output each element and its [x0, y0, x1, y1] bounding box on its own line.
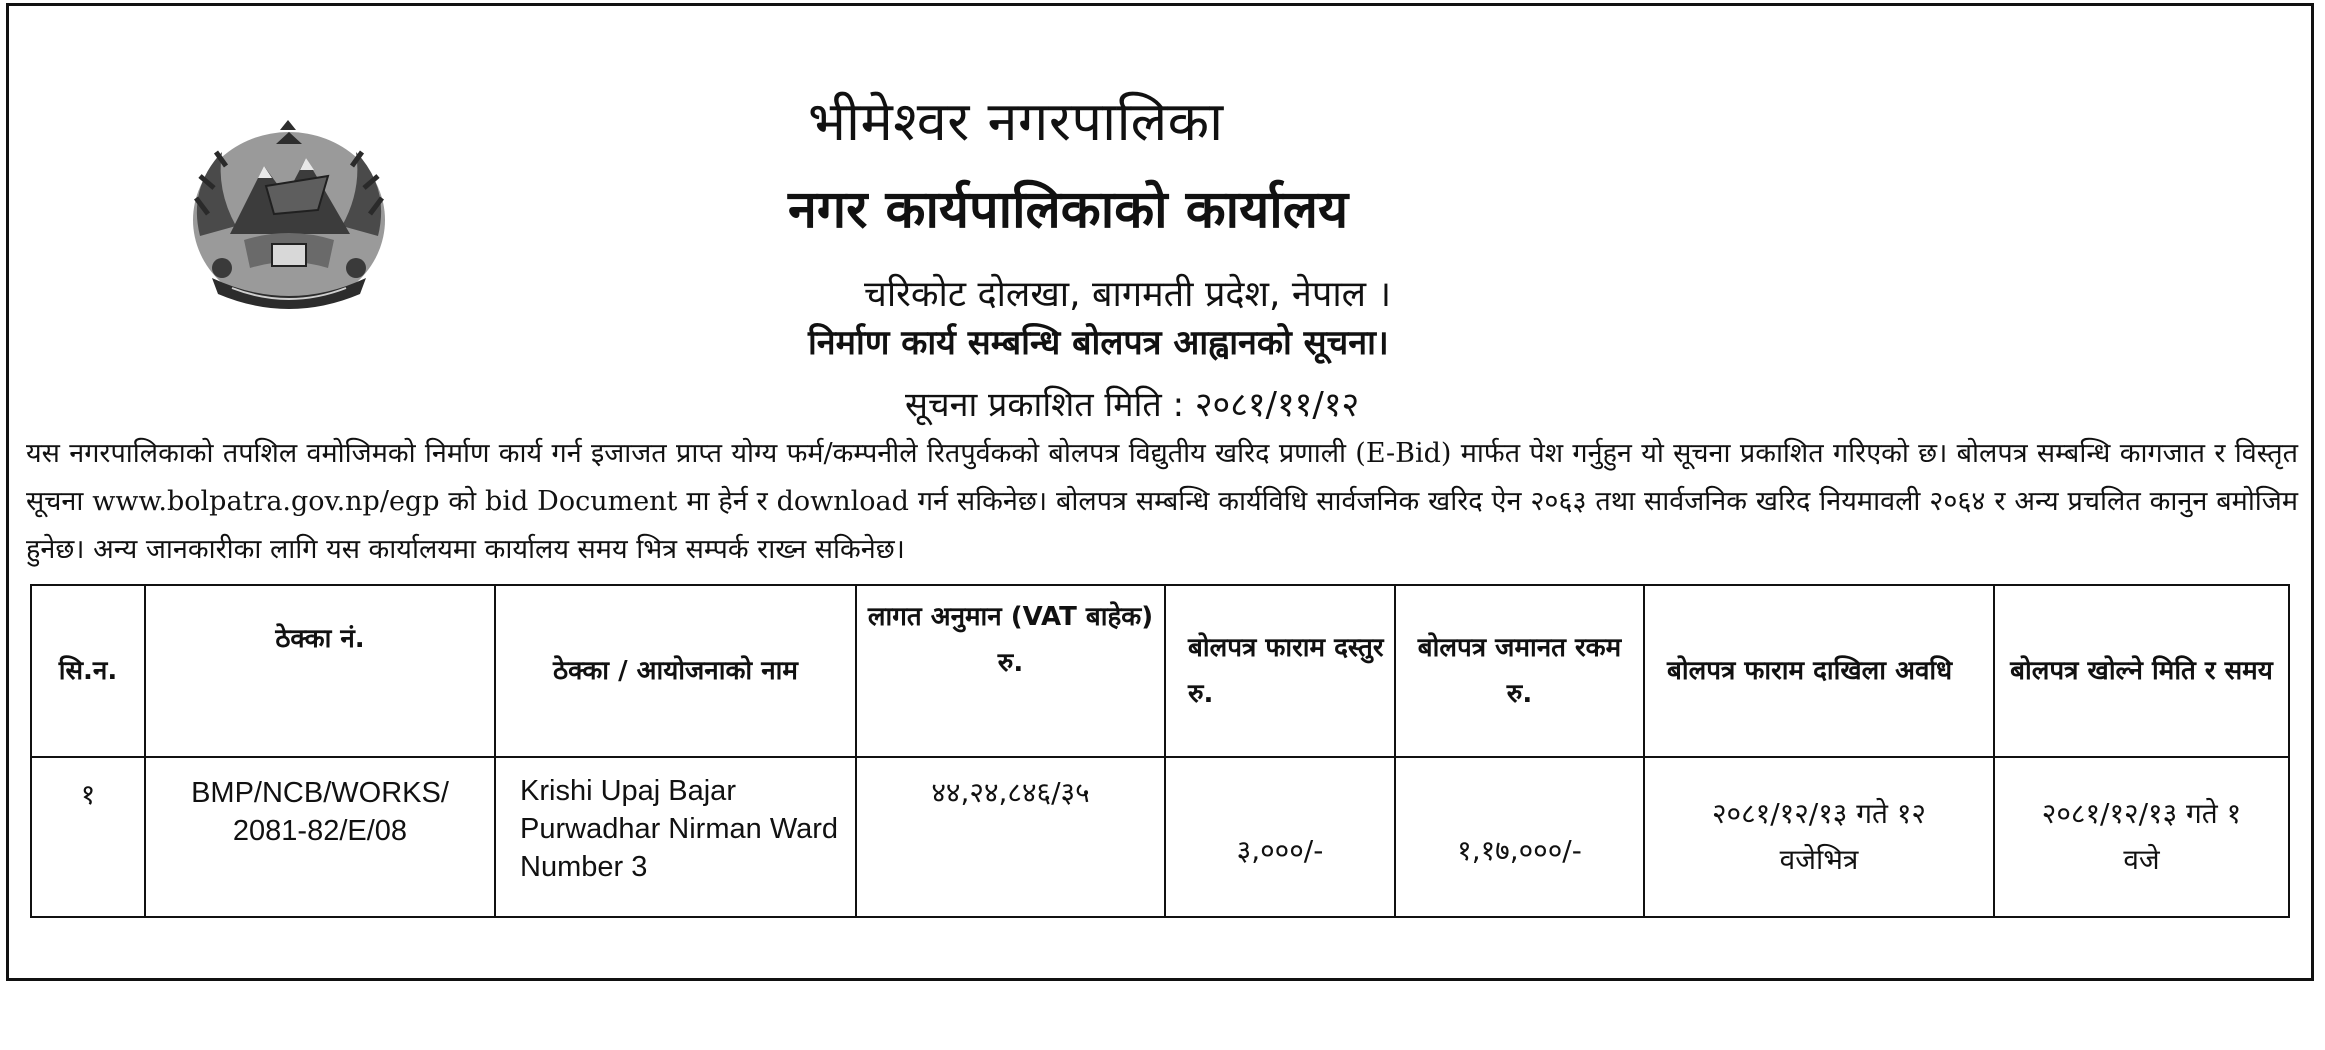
- header-cost-estimate: लागत अनुमान (VAT बाहेक) रु.: [856, 585, 1165, 757]
- header-form-fee: बोलपत्र फाराम दस्तुर रु.: [1165, 585, 1395, 757]
- office-name: नगर कार्यपालिकाको कार्यालय: [788, 180, 1349, 240]
- cell-contract-no: BMP/NCB/WORKS/ 2081-82/E/08: [145, 757, 495, 917]
- table-header-row: [31, 585, 2289, 757]
- cell-project-name: Krishi Upaj Bajar Purwadhar Nirman Ward Number 3: [495, 757, 856, 917]
- publication-date: सूचना प्रकाशित मिति : २०८१/११/१२: [905, 385, 1360, 425]
- notice-paragraph: यस नगरपालिकाको तपशिल वमोजिमको निर्माण कार्य गर्न इजाजत प्राप्त योग्य फर्म/कम्पनीले रितपुर्वकको बोलपत्र विद्युतीय खरिद प्रणाली (E-Bid) मार्फत पेश गर्नुहुन यो सूचना प्रकाशित गरिएको छ। बोलपत्र सम्बन्धि कागजात र विस्तृत सूचना www.bolpatra.gov.np/egp को bid Document मा हेर्न र download गर्न सकिनेछ। बोलपत्र सम्बन्धि कार्यविधि सार्वजनिक खरिद ऐन २०६३ तथा सार्वजनिक खरिद नियमावली २०६४ र अन्य प्रचलित कानुन बमोजिम हुनेछ। अन्य जानकारीका लागि यस कार्यालयमा कार्यालय समय भित्र सम्पर्क राख्न सकिनेछ।: [26, 438, 2298, 565]
- tender-table: [30, 584, 2290, 918]
- header-opening-datetime: बोलपत्र खोल्ने मिति र समय: [1994, 585, 2289, 757]
- cell-submission-period: २०८१/१२/१३ गते १२ वजेभित्र: [1644, 757, 1994, 917]
- header-submission-period: बोलपत्र फाराम दाखिला अवधि: [1644, 585, 1994, 757]
- cell-form-fee: ३,०००/-: [1165, 757, 1395, 917]
- cell-opening-datetime: २०८१/१२/१३ गते १ वजे: [1994, 757, 2289, 917]
- cell-cost-estimate: ४४,२४,८४६/३५: [856, 757, 1165, 917]
- municipality-name: भीमेश्वर नगरपालिका: [808, 90, 1224, 153]
- cell-sn: १: [31, 757, 145, 917]
- nepal-emblem-icon: [178, 118, 400, 318]
- header-project-name: ठेक्का / आयोजनाको नाम: [495, 585, 856, 757]
- office-address: चरिकोट दोलखा, बागमती प्रदेश, नेपाल ।: [864, 274, 1392, 315]
- header-bid-security: बोलपत्र जमानत रकम रु.: [1395, 585, 1644, 757]
- table-row: [31, 757, 2289, 917]
- notice-title: निर्माण कार्य सम्बन्धि बोलपत्र आह्वानको सूचना।: [808, 323, 1389, 363]
- cell-bid-security: १,१७,०००/-: [1395, 757, 1644, 917]
- header-sn: सि.न.: [31, 585, 145, 757]
- header-contract-no: ठेक्का नं.: [145, 585, 495, 757]
